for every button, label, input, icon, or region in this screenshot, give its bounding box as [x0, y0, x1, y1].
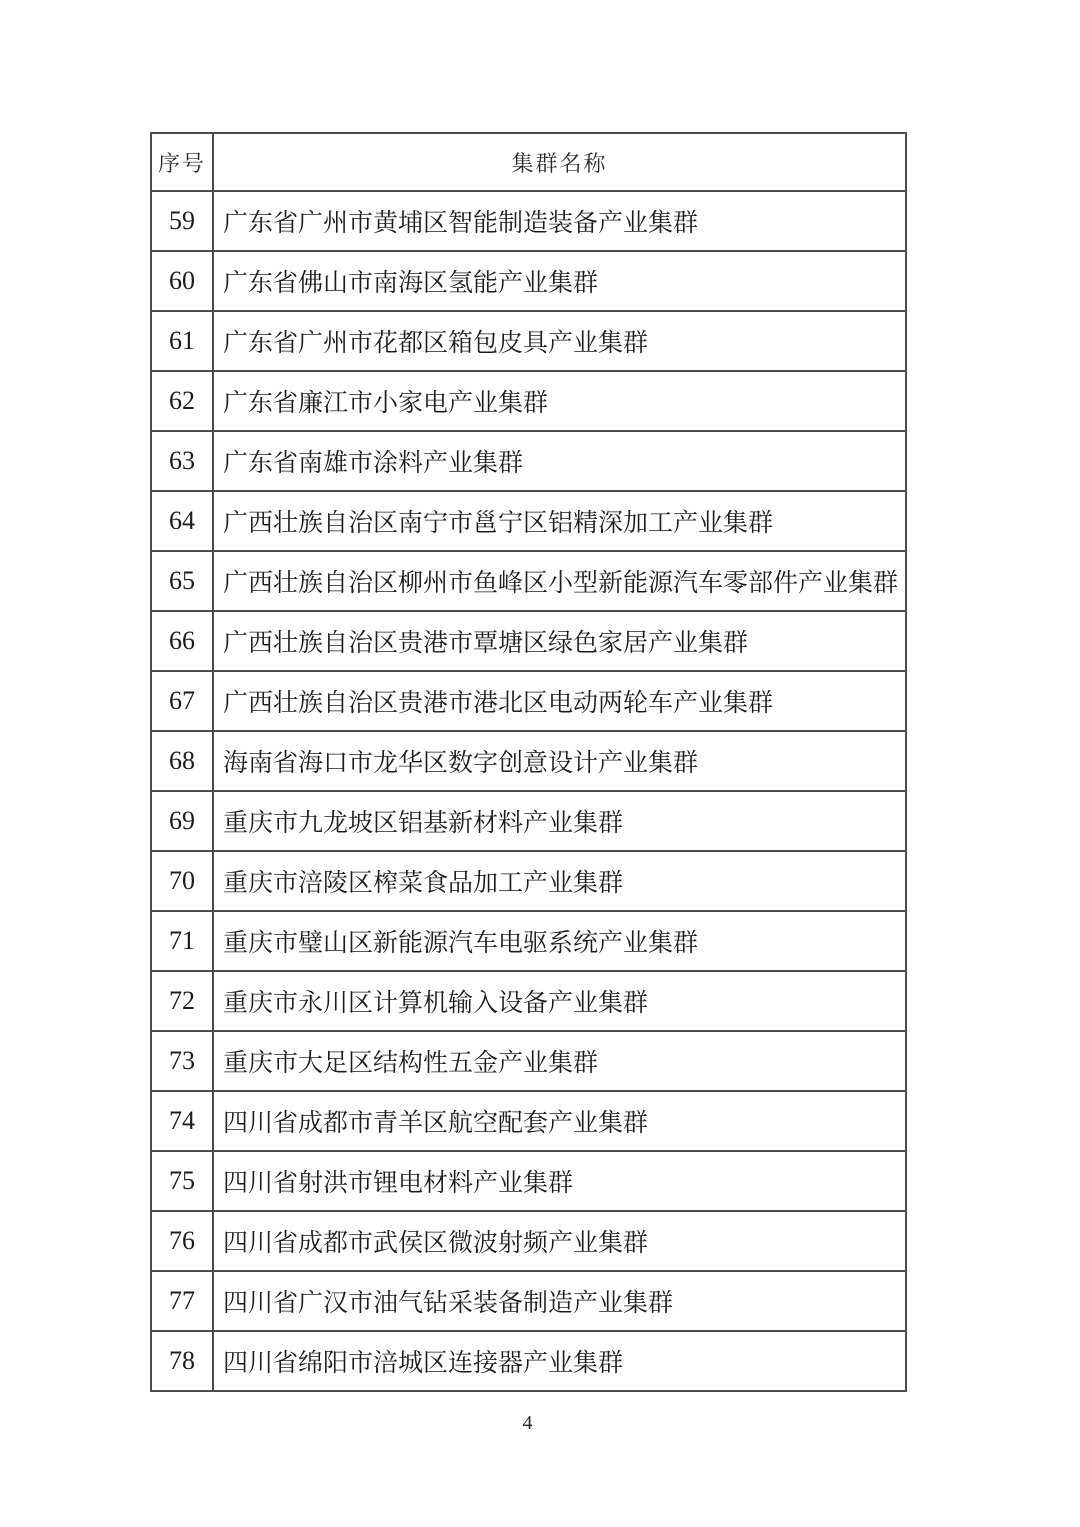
- table-row: [151, 1091, 906, 1151]
- row-cluster-name: 广西壮族自治区贵港市覃塘区绿色家居产业集群: [213, 611, 906, 671]
- row-index: 64: [151, 491, 213, 551]
- row-index: 66: [151, 611, 213, 671]
- table-row: [151, 191, 906, 251]
- row-cluster-name: 重庆市璧山区新能源汽车电驱系统产业集群: [213, 911, 906, 971]
- table-row: [151, 1271, 906, 1331]
- table-row: [151, 1031, 906, 1091]
- row-cluster-name: 重庆市涪陵区榨菜食品加工产业集群: [213, 851, 906, 911]
- row-cluster-name: 广西壮族自治区柳州市鱼峰区小型新能源汽车零部件产业集群: [213, 551, 906, 611]
- row-index: 61: [151, 311, 213, 371]
- row-cluster-name: 四川省射洪市锂电材料产业集群: [213, 1151, 906, 1211]
- row-index: 71: [151, 911, 213, 971]
- table-header-row: [151, 133, 906, 191]
- table-row: [151, 791, 906, 851]
- row-cluster-name: 重庆市九龙坡区铝基新材料产业集群: [213, 791, 906, 851]
- row-cluster-name: 广西壮族自治区贵港市港北区电动两轮车产业集群: [213, 671, 906, 731]
- row-index: 72: [151, 971, 213, 1031]
- table-row: [151, 731, 906, 791]
- table-row: [151, 251, 906, 311]
- row-index: 60: [151, 251, 213, 311]
- row-index: 69: [151, 791, 213, 851]
- table-row: [151, 311, 906, 371]
- row-index: 67: [151, 671, 213, 731]
- table-row: [151, 431, 906, 491]
- table-row: [151, 1331, 906, 1391]
- row-cluster-name: 广东省广州市黄埔区智能制造装备产业集群: [213, 191, 906, 251]
- table-row: [151, 371, 906, 431]
- row-index: 63: [151, 431, 213, 491]
- row-index: 62: [151, 371, 213, 431]
- row-index: 75: [151, 1151, 213, 1211]
- table-body: [151, 191, 906, 1391]
- table-row: [151, 671, 906, 731]
- table-row: [151, 1151, 906, 1211]
- row-index: 68: [151, 731, 213, 791]
- row-cluster-name: 四川省绵阳市涪城区连接器产业集群: [213, 1331, 906, 1391]
- row-cluster-name: 四川省成都市青羊区航空配套产业集群: [213, 1091, 906, 1151]
- header-index-label: 序号: [151, 133, 213, 191]
- row-cluster-name: 广东省廉江市小家电产业集群: [213, 371, 906, 431]
- row-index: 59: [151, 191, 213, 251]
- table-row: [151, 1211, 906, 1271]
- row-index: 76: [151, 1211, 213, 1271]
- row-cluster-name: 广东省佛山市南海区氢能产业集群: [213, 251, 906, 311]
- table-row: [151, 851, 906, 911]
- row-cluster-name: 重庆市永川区计算机输入设备产业集群: [213, 971, 906, 1031]
- row-cluster-name: 广东省南雄市涂料产业集群: [213, 431, 906, 491]
- row-cluster-name: 广东省广州市花都区箱包皮具产业集群: [213, 311, 906, 371]
- row-index: 77: [151, 1271, 213, 1331]
- row-cluster-name: 重庆市大足区结构性五金产业集群: [213, 1031, 906, 1091]
- page-footer: [150, 1412, 905, 1435]
- table-row: [151, 611, 906, 671]
- row-index: 74: [151, 1091, 213, 1151]
- row-cluster-name: 四川省广汉市油气钻采装备制造产业集群: [213, 1271, 906, 1331]
- table-row: [151, 911, 906, 971]
- row-cluster-name: 海南省海口市龙华区数字创意设计产业集群: [213, 731, 906, 791]
- cluster-table: [150, 132, 907, 1392]
- header-cluster-name-label: 集群名称: [213, 133, 906, 191]
- table-row: [151, 551, 906, 611]
- row-index: 65: [151, 551, 213, 611]
- table-row: [151, 491, 906, 551]
- page-number: 4: [522, 1412, 533, 1434]
- table-row: [151, 971, 906, 1031]
- row-index: 70: [151, 851, 213, 911]
- row-index: 73: [151, 1031, 213, 1091]
- row-cluster-name: 广西壮族自治区南宁市邕宁区铝精深加工产业集群: [213, 491, 906, 551]
- row-cluster-name: 四川省成都市武侯区微波射频产业集群: [213, 1211, 906, 1271]
- row-index: 78: [151, 1331, 213, 1391]
